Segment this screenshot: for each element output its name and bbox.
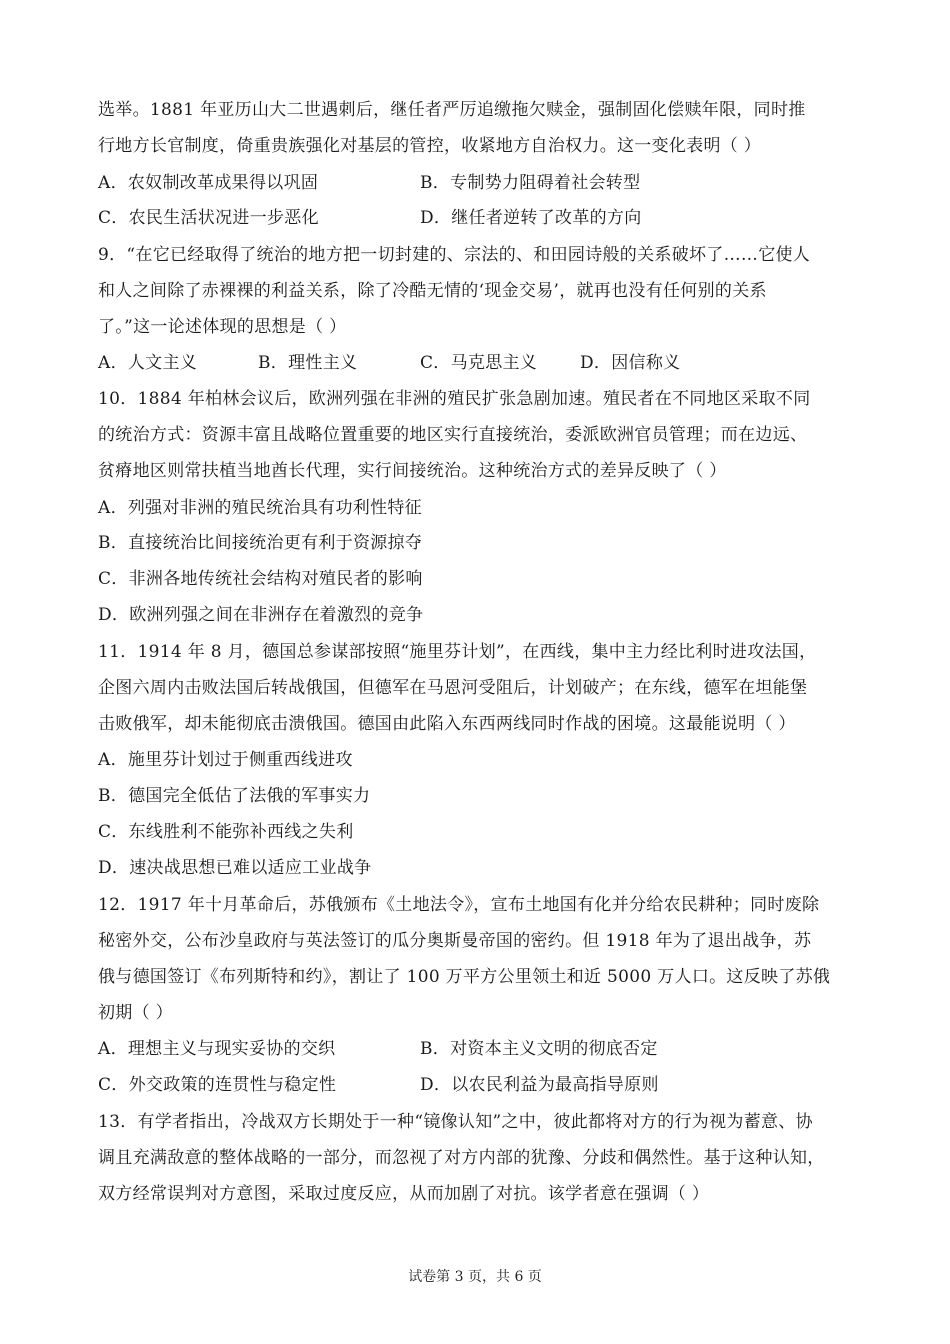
q8-option-d[interactable]: D．继任者逆转了改革的方向 xyxy=(420,208,642,228)
q11-stem-line: 11．1914 年 8 月，德国总参谋部按照“施里芬计划”，在西线，集中主力经比利时进攻法国， xyxy=(98,642,817,662)
q9-stem-line: 和人之间除了赤裸裸的利益关系，除了冷酷无情的‘现金交易’，就再也没有任何别的关系 xyxy=(98,281,767,301)
q13-stem-line: 调且充满敌意的整体战略的一部分，而忽视了对方内部的犹豫、分歧和偶然性。基于这种认知， xyxy=(98,1148,825,1168)
q10-option-b[interactable]: B．直接统治比间接统治更有利于资源掠夺 xyxy=(98,533,423,553)
q10-stem-line: 10．1884 年柏林会议后，欧洲列强在非洲的殖民扩张急剧加速。殖民者在不同地区采取不同 xyxy=(98,389,811,409)
q12-stem-line: 12．1917 年十月革命后，苏俄颁布《土地法令》，宣布土地国有化并分给农民耕种；同时废除 xyxy=(98,895,820,915)
q9-option-d[interactable]: D．因信称义 xyxy=(580,353,681,373)
q11-stem-line: 企图六周内击败法国后转战俄国，但德军在马恩河受阻后，计划破产；在东线，德军在坦能堡 xyxy=(98,678,808,698)
q8-option-b[interactable]: B．专制势力阻碍着社会转型 xyxy=(420,173,641,193)
q10-option-d[interactable]: D．欧洲列强之间在非洲存在着激烈的竞争 xyxy=(98,605,424,625)
q8-stem-line: 选举。1881 年亚历山大二世遇刺后，继任者严厉追缴拖欠赎金，强制固化偿赎年限，同时推 xyxy=(98,100,806,120)
q8-option-a[interactable]: A．农奴制改革成果得以巩固 xyxy=(98,173,319,193)
q11-option-c[interactable]: C．东线胜利不能弥补西线之失利 xyxy=(98,822,354,842)
q12-option-d[interactable]: D．以农民利益为最高指导原则 xyxy=(420,1075,659,1095)
q11-option-a[interactable]: A．施里芬计划过于侧重西线进攻 xyxy=(98,750,353,770)
q13-stem-line: 双方经常误判对方意图，采取过度反应，从而加剧了对抗。该学者意在强调（ ） xyxy=(98,1184,710,1204)
q10-stem-line: 的统治方式：资源丰富且战略位置重要的地区实行直接统治，委派欧洲官员管理；而在边远、 xyxy=(98,425,808,445)
page-number-footer: 试卷第 3 页，共 6 页 xyxy=(408,1269,542,1285)
q8-stem-line: 行地方长官制度，倚重贵族强化对基层的管控，收紧地方自治权力。这一变化表明（ ） xyxy=(98,136,762,156)
q9-option-c[interactable]: C．马克思主义 xyxy=(420,353,538,373)
q11-option-b[interactable]: B．德国完全低估了法俄的军事实力 xyxy=(98,786,371,806)
q10-option-a[interactable]: A．列强对非洲的殖民统治具有功利性特征 xyxy=(98,498,422,518)
q11-option-d[interactable]: D．速决战思想已难以适应工业战争 xyxy=(98,858,372,878)
q12-option-a[interactable]: A．理想主义与现实妥协的交织 xyxy=(98,1039,336,1059)
q12-stem-line: 初期（ ） xyxy=(98,1003,173,1023)
q10-stem-line: 贫瘠地区则常扶植当地酋长代理，实行间接统治。这种统治方式的差异反映了（ ） xyxy=(98,461,727,481)
q12-option-b[interactable]: B．对资本主义文明的彻底否定 xyxy=(420,1039,658,1059)
q9-stem-line: 9．“在它已经取得了统治的地方把一切封建的、宗法的、和田园诗般的关系破坏了……它使人 xyxy=(98,245,811,265)
q8-option-c[interactable]: C．农民生活状况进一步恶化 xyxy=(98,208,319,228)
q12-stem-line: 秘密外交，公布沙皇政府与英法签订的瓜分奥斯曼帝国的密约。但 1918 年为了退出战争，苏 xyxy=(98,931,812,951)
q13-stem-line: 13．有学者指出，冷战双方长期处于一种“镜像认知”之中，彼此都将对方的行为视为蓄意、协 xyxy=(98,1112,813,1132)
q10-option-c[interactable]: C．非洲各地传统社会结构对殖民者的影响 xyxy=(98,569,423,589)
q9-stem-line: 了。”这一论述体现的思想是（ ） xyxy=(98,317,347,337)
q11-stem-line: 击败俄军，却未能彻底击溃俄国。德国由此陷入东西两线同时作战的困境。这最能说明（ ） xyxy=(98,714,796,734)
q9-option-b[interactable]: B．理性主义 xyxy=(258,353,358,373)
q12-stem-line: 俄与德国签订《布列斯特和约》，割让了 100 万平方公里领土和近 5000 万人口。这反映了苏俄 xyxy=(98,967,831,987)
q12-option-c[interactable]: C．外交政策的连贯性与稳定性 xyxy=(98,1075,337,1095)
q9-option-a[interactable]: A．人文主义 xyxy=(98,353,198,373)
